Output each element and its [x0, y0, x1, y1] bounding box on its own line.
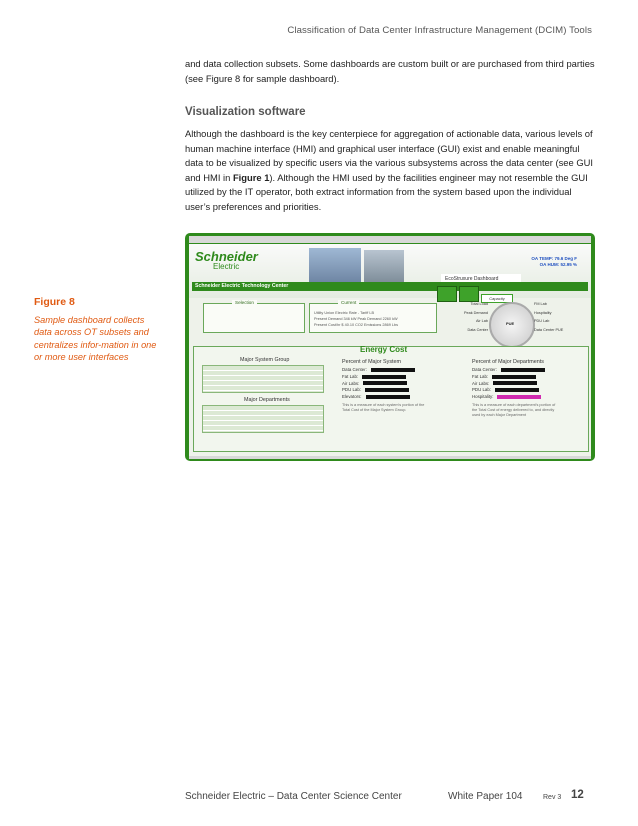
gauge-legend-right: FM Lab Hospitality PDU Lab Data Center PUE — [534, 302, 564, 332]
department-bars: Data Center: Fat Lab: Air Labs: PDU Lab: Hospitality: — [472, 367, 545, 401]
app-menubar — [189, 236, 591, 243]
building-photo — [309, 248, 361, 282]
selection-title: Selection — [232, 300, 257, 305]
system-bars: Data Center: Fat Lab: Air Labs: PDU Lab: Elevators: — [342, 367, 415, 401]
running-header: Classification of Data Center Infrastructure Management (DCIM) Tools — [287, 25, 592, 36]
logo-electric: Electric — [213, 262, 240, 271]
figure-caption: Sample dashboard collects data across OT subsets and centralizes infor-mation in one or more user interfaces — [34, 315, 157, 362]
building-photo-2 — [364, 250, 404, 282]
logo-schneider: Schneider — [195, 249, 258, 264]
major-system-table — [202, 365, 324, 393]
system-note: This is a measure of each system's portion of the Total Cost of the Major System Group. — [342, 403, 425, 412]
dashboard-top — [189, 244, 591, 298]
page-number: 12 — [571, 789, 584, 801]
app-statusbar — [189, 456, 591, 459]
selection-panel — [203, 300, 305, 333]
gauge-legend-left: Total Load Peak Demand Air Lab Data Center — [463, 302, 488, 332]
dashboard-canvas — [189, 244, 591, 456]
current-line: Present Cost/hr $ 40.10 CO2 Emissions 2869 Lbs — [314, 323, 398, 327]
ecostruxure-label: EcoStruxure Dashboard — [441, 274, 521, 284]
current-title: Current — [338, 300, 359, 305]
dashboard-title-bar: Schneider Electric Technology Center — [192, 282, 588, 291]
current-line: Present Demand 346 kW Peak Demand 2260 kW — [314, 317, 398, 321]
footer-publisher: Schneider Electric – Data Center Science Center — [185, 791, 402, 802]
pct-major-system-title: Percent of Major System — [342, 359, 402, 365]
energy-cost-title: Energy Cost — [360, 345, 408, 354]
footer-paper: White Paper 104 — [448, 791, 523, 802]
pct-major-depts-title: Percent of Major Departments — [472, 359, 544, 365]
footer-rev: Rev 3 — [543, 794, 562, 801]
outside-air-readout: OA TEMP: 79.6 Deg F OA HUM: 52.95 % — [531, 256, 577, 267]
current-line: Utility Union Electric Rate - Tariff LB — [314, 311, 374, 315]
dashboard-screenshot — [185, 233, 595, 461]
major-system-group-title: Major System Group — [240, 357, 290, 363]
figure-label: Figure 8 — [34, 296, 75, 308]
body-paragraph-1: and data collection subsets. Some dashboards are custom built or are purchased from third parties (see Figure 8 for sample dashboard). — [185, 58, 595, 84]
current-panel — [309, 300, 437, 333]
tab-capacity[interactable]: Capacity — [481, 294, 513, 303]
major-departments-title: Major Departments — [244, 397, 290, 403]
body-paragraph-2: Although the dashboard is the key centerpiece for aggregation of actionable data, various levels of human machine interface (HMI) and graphical user interface (GUI) exist and enable meaningful data to be visualized by specific users via the various subsystems across the data center (see GUI and HMI in Figure 1). Although the HMI used by the facilities engineer may not resemble the GUI utilized by the IT operator, both extract information from the system based upon the individual user’s preferences and priorities. — [185, 128, 594, 212]
major-departments-table — [202, 405, 324, 433]
figure-reference: Figure 1 — [232, 171, 270, 183]
pue-gauge: PUE — [489, 302, 535, 348]
department-note: This is a measure of each department's portion of the Total Cost of energy delivered to, and directly used by each Major Department — [472, 403, 556, 417]
energy-cost-panel — [193, 346, 589, 452]
section-heading: Visualization software — [185, 106, 306, 118]
